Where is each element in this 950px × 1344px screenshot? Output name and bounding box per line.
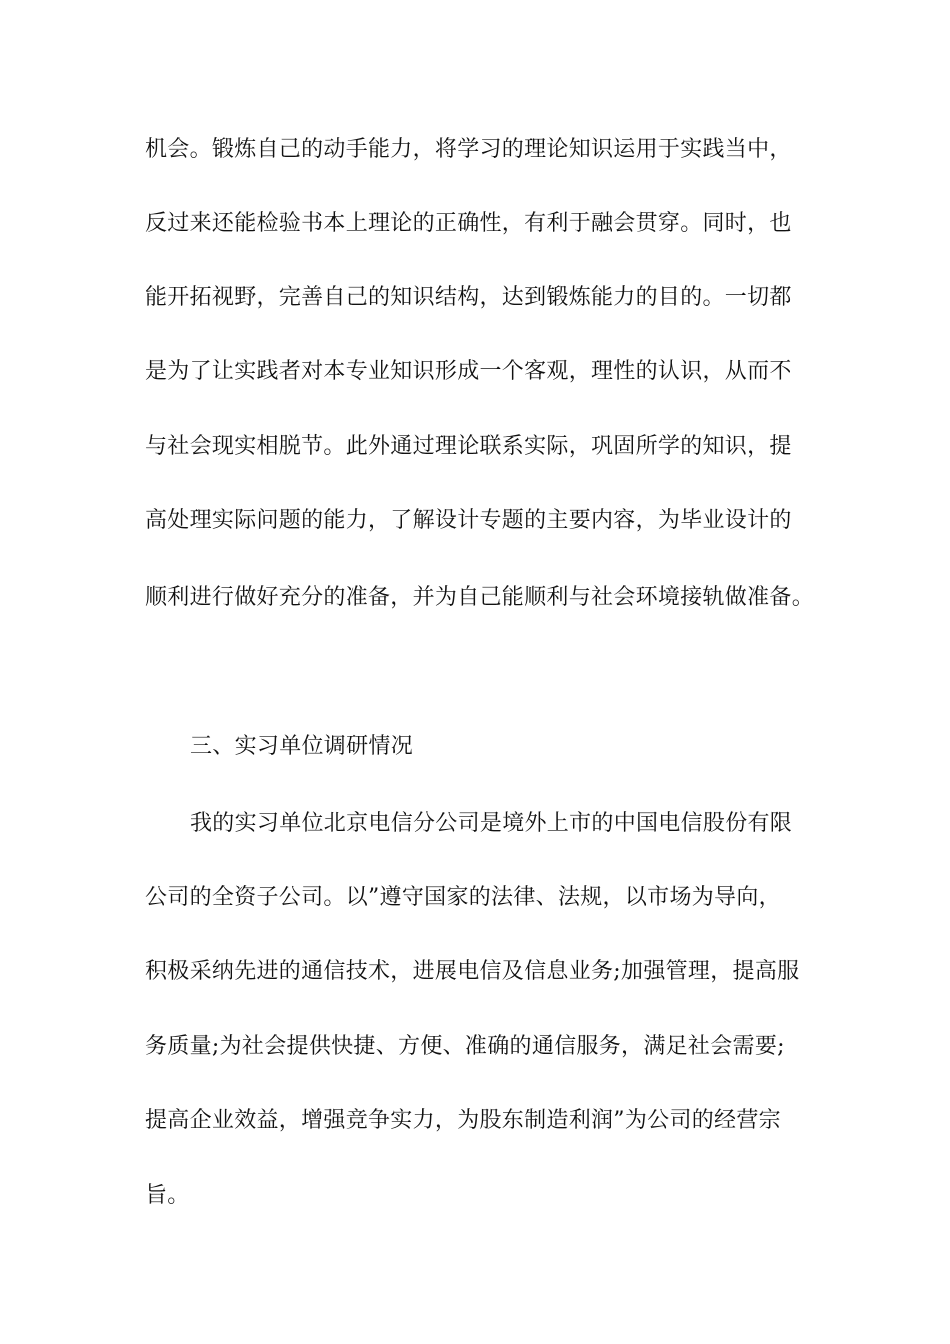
section-heading: 三、实习单位调研情况 bbox=[190, 734, 414, 759]
text-line: 是为了让实践者对本专业知识形成一个客观，理性的认识，从而不 bbox=[145, 359, 792, 384]
text-line: 机会。锻炼自己的动手能力，将学习的理论知识运用于实践当中， bbox=[145, 137, 792, 162]
text-line: 反过来还能检验书本上理论的正确性，有利于融会贯穿。同时，也 bbox=[145, 211, 792, 236]
text-line: 提高企业效益，增强竞争实力，为股东制造利润”为公司的经营宗 bbox=[145, 1108, 781, 1133]
text-line: 积极采纳先进的通信技术，进展电信及信息业务;加强管理，提高服 bbox=[145, 959, 800, 984]
text-line: 能开拓视野，完善自己的知识结构，达到锻炼能力的目的。一切都 bbox=[145, 285, 792, 310]
text-line: 我的实习单位北京电信分公司是境外上市的中国电信股份有限 bbox=[190, 811, 793, 836]
text-line: 旨。 bbox=[145, 1183, 190, 1208]
text-line: 务质量;为社会提供快捷、方便、准确的通信服务，满足社会需要; bbox=[145, 1034, 785, 1059]
text-line: 公司的全资子公司。以”遵守国家的法律、法规，以市场为导向， bbox=[145, 885, 781, 910]
text-line: 高处理实际问题的能力，了解设计专题的主要内容，为毕业设计的 bbox=[145, 508, 792, 533]
text-line: 与社会现实相脱节。此外通过理论联系实际，巩固所学的知识，提 bbox=[145, 434, 792, 459]
text-line: 顺利进行做好充分的准备，并为自己能顺利与社会环境接轨做准备。 bbox=[145, 585, 815, 610]
